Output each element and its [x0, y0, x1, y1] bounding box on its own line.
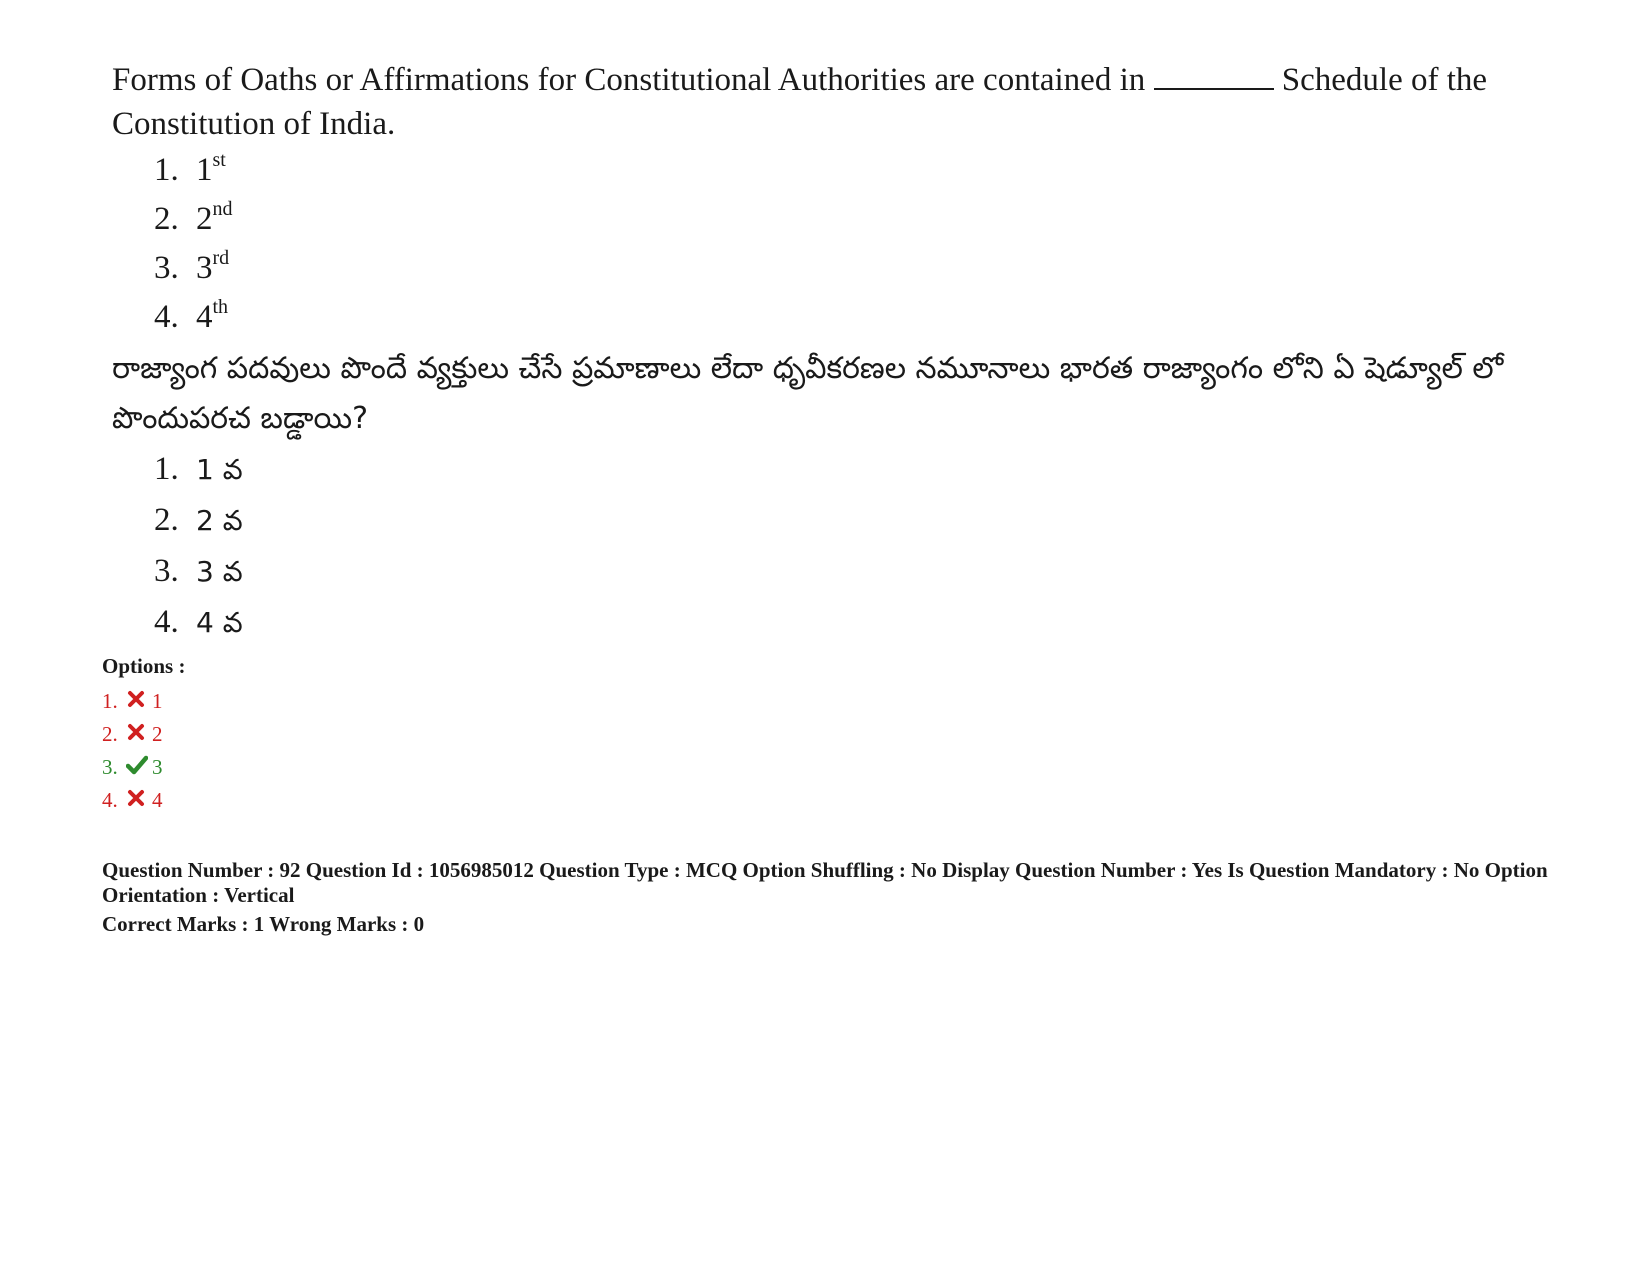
english-option [112, 195, 1532, 244]
answer-option-row [102, 751, 185, 784]
telugu-question-text: రాజ్యాంగ పదవులు పొందే వ్యక్తులు చేసే ప్రమాణాలు లేదా ధృవీకరణల నమూనాలు భారత రాజ్యాంగం లోని ఏ షెడ్యూల్ లో పొందుపరచ బడ్డాయి? [112, 351, 1504, 436]
cross-icon [126, 785, 146, 805]
english-option [112, 244, 1532, 293]
cross-icon [126, 686, 146, 706]
answer-number: 4. [102, 788, 118, 812]
option-number: 3. [154, 250, 179, 286]
question-text [112, 58, 1532, 146]
option-ordinal-suffix: nd [212, 198, 233, 220]
question-metadata-line: Question Number : 92 Question Id : 1056985012 Question Type : MCQ Option Shuffling : No Display Question Number : Yes Is Question Mandatory : No Option Orientation : Vertical [102, 858, 1548, 907]
option-value: 2 [196, 201, 213, 237]
answer-number: 3. [102, 755, 118, 779]
marks-line: Correct Marks : 1 Wrong Marks : 0 [102, 912, 425, 936]
english-option-list [112, 146, 1532, 342]
answer-option-row [102, 685, 185, 718]
option-number: 2. [154, 201, 179, 237]
option-number: 1. [154, 451, 179, 487]
option-number: 3. [154, 553, 179, 589]
option-value: 1 [196, 152, 213, 188]
option-number: 4. [154, 299, 179, 335]
option-ordinal-suffix: th [212, 296, 229, 318]
option-ordinal-suffix: rd [212, 247, 230, 269]
option-number: 4. [154, 604, 179, 640]
telugu-option [112, 495, 1532, 546]
option-ordinal-suffix: st [212, 149, 226, 171]
answer-value: 2 [152, 722, 163, 746]
option-value: 1 వ [196, 453, 243, 486]
option-number: 2. [154, 502, 179, 538]
telugu-option-list [112, 444, 1532, 648]
english-option [112, 293, 1532, 342]
question-text-after-blank: Schedule of the Constitution of India. [112, 62, 1488, 142]
telugu-option [112, 597, 1532, 648]
question-block [112, 58, 1532, 648]
check-icon [126, 752, 146, 772]
question-metadata [102, 858, 1602, 937]
option-value: 3 వ [196, 555, 243, 588]
answer-value: 4 [152, 788, 163, 812]
question-text-before-blank: Forms of Oaths or Affirmations for Constitutional Authorities are contained in [112, 62, 1146, 98]
telugu-option [112, 546, 1532, 597]
telugu-option [112, 444, 1532, 495]
answer-number: 1. [102, 689, 118, 713]
answer-number: 2. [102, 722, 118, 746]
option-value: 3 [196, 250, 213, 286]
option-number: 1. [154, 152, 179, 188]
answer-option-row [102, 784, 185, 817]
answer-blank [1154, 62, 1274, 90]
option-value: 2 వ [196, 504, 243, 537]
answer-value: 3 [152, 755, 163, 779]
option-value: 4 [196, 299, 213, 335]
options-heading: Options : [102, 654, 186, 678]
option-value: 4 వ [196, 606, 243, 639]
answer-value: 1 [152, 689, 163, 713]
english-option [112, 146, 1532, 195]
answer-option-row [102, 718, 185, 751]
answer-options-section [102, 654, 185, 817]
cross-icon [126, 719, 146, 739]
